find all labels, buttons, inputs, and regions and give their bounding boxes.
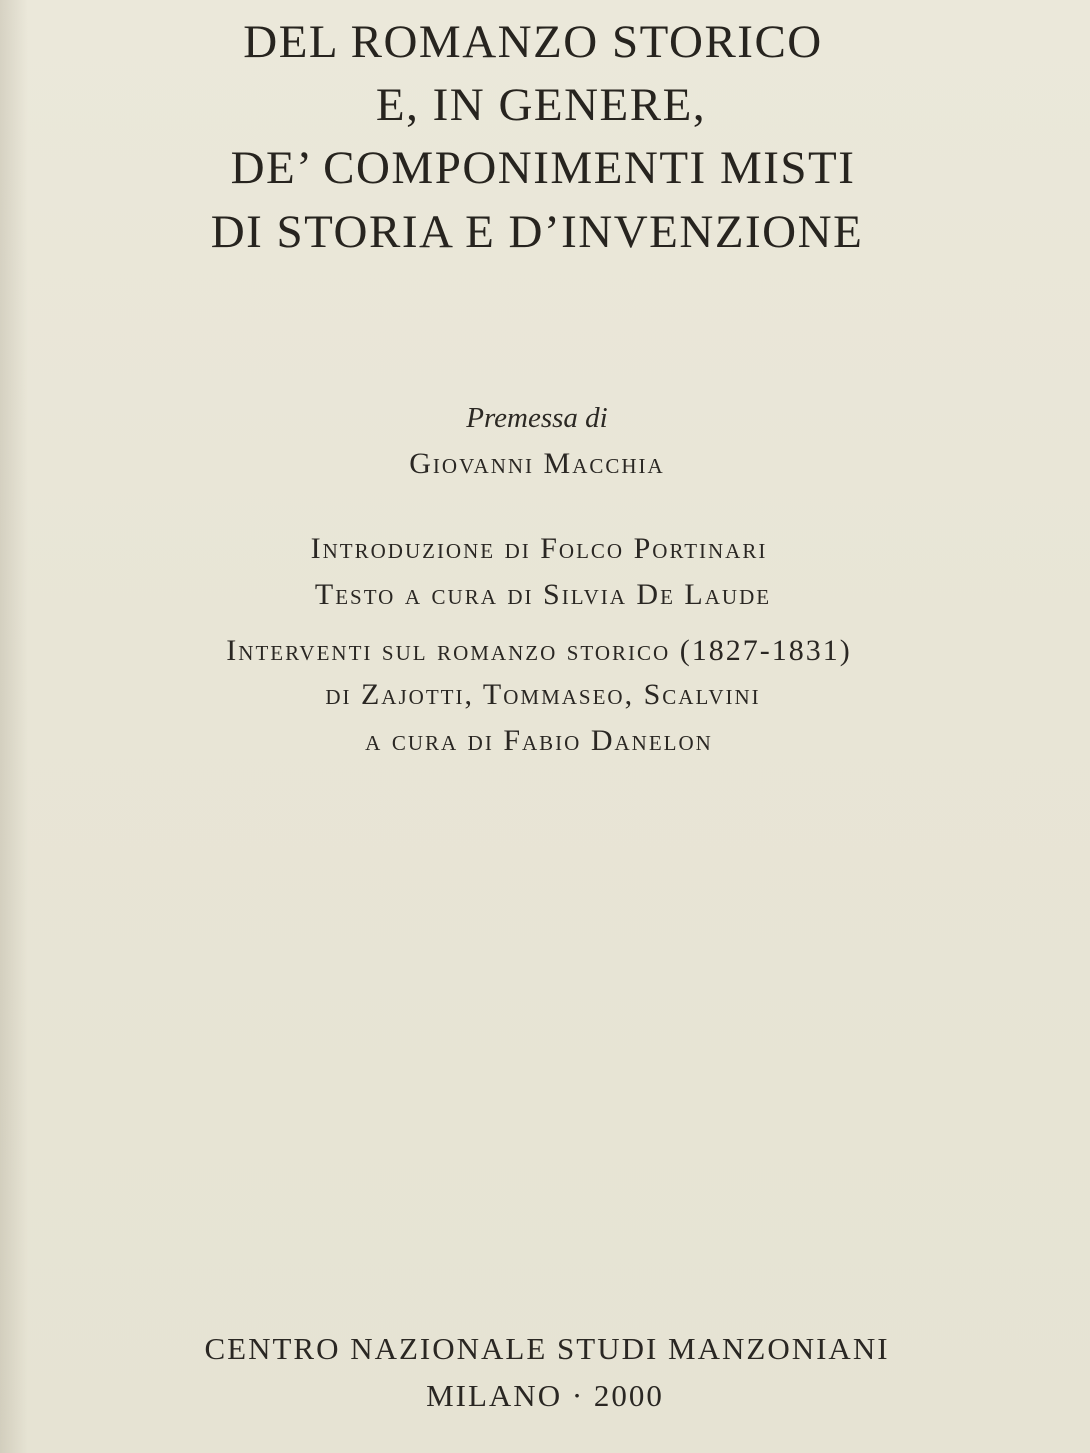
title-line-4: DI STORIA E D’INVENZIONE: [210, 206, 864, 258]
credit-interventions-editor: a cura di Fabio Danelon: [365, 724, 713, 757]
credit-interventions: Interventi sul romanzo storico (1827-1831): [226, 634, 852, 667]
premessa-label: Premessa di: [466, 402, 608, 434]
title-line-3: DE’ COMPONIMENTI MISTI: [230, 142, 856, 194]
credit-text-editor: Testo a cura di Silvia De Laude: [314, 578, 772, 611]
premessa-author: Giovanni Macchia: [409, 447, 665, 480]
publisher-place-year: MILANO · 2000: [426, 1378, 664, 1413]
title-line-1: DEL ROMANZO STORICO: [243, 16, 823, 68]
publisher-name: CENTRO NAZIONALE STUDI MANZONIANI: [204, 1331, 890, 1366]
credit-introduction: Introduzione di Folco Portinari: [310, 532, 768, 565]
title-line-2: E, IN GENERE,: [375, 79, 707, 131]
credit-interventions-authors: di Zajotti, Tommaseo, Scalvini: [325, 678, 761, 711]
